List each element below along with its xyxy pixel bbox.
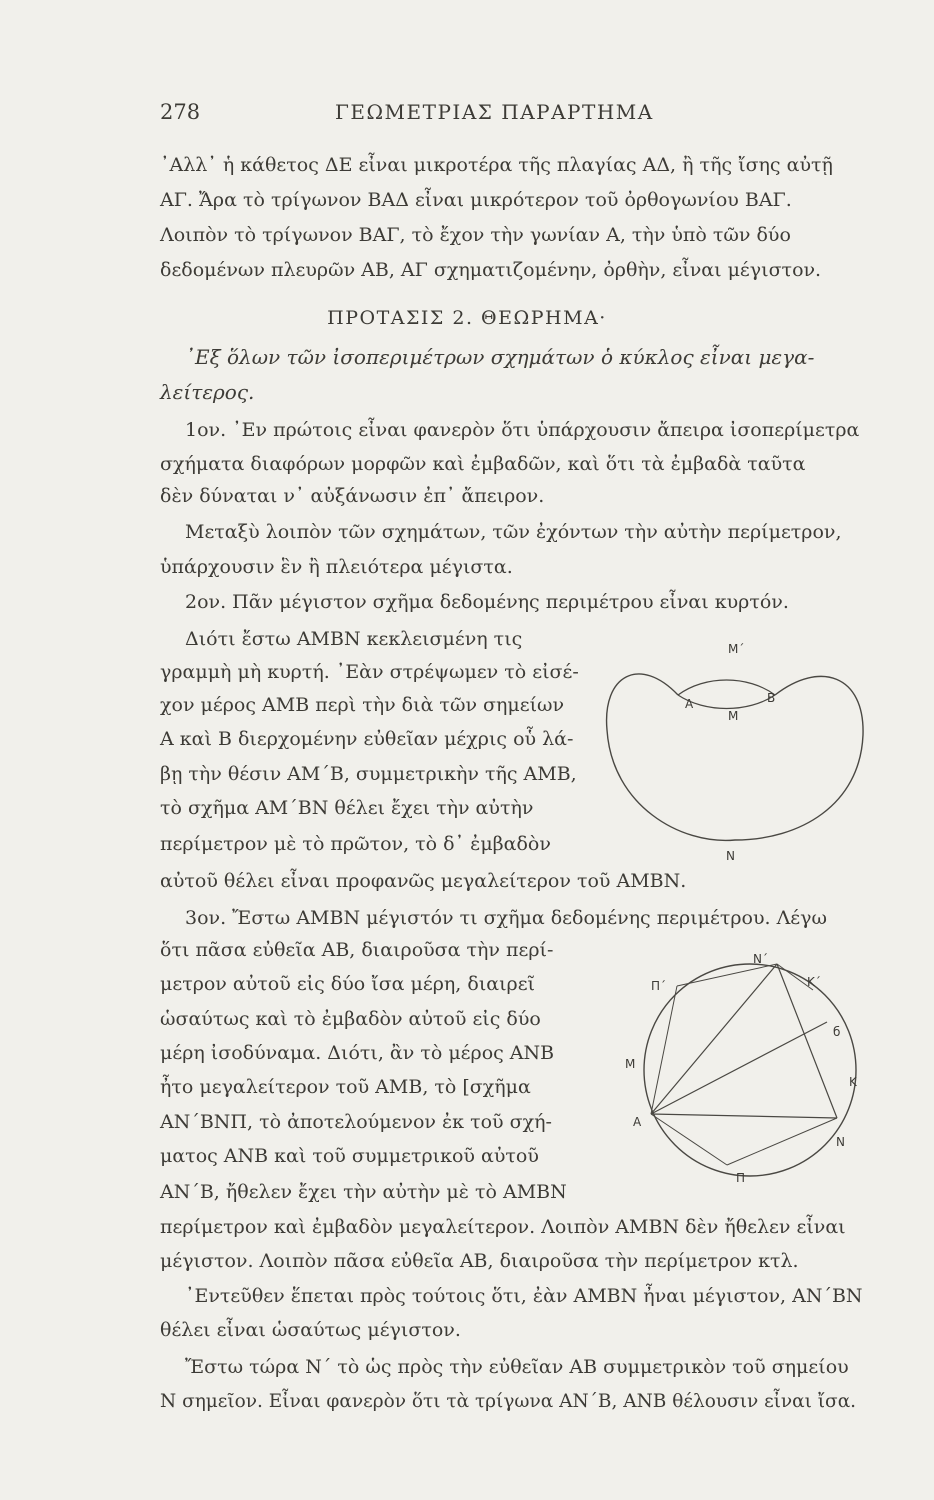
text-line: ματος ΑΝΒ καὶ τοῦ συμμετρικοῦ αὐτοῦ <box>160 1145 539 1167</box>
page-number: 278 <box>160 100 201 124</box>
text-line: τὸ σχῆμα ΑΜ΄ΒΝ θέλει ἔχει τὴν αὐτὴν <box>160 797 534 819</box>
text-line: ΑΝ΄Β, ἤθελεν ἔχει τὴν αὐτὴν μὲ τὸ ΑΜΒΝ <box>160 1181 567 1203</box>
text-line: ὑπάρχουσιν ἓν ἢ πλειότερα μέγιστα. <box>160 556 513 578</box>
label-n-prime: N΄ <box>753 952 768 966</box>
text-line: Ἔστω τώρα Ν΄ τὸ ὡς πρὸς τὴν εὐθεῖαν ΑΒ συμμετρικὸν τοῦ σημείου <box>185 1356 849 1378</box>
figure-circle-division <box>615 950 865 1190</box>
proposition-heading: ΠΡΟΤΑΣΙΣ 2. ΘΕΩΡΗΜΑ· <box>327 307 607 329</box>
text-line: αὐτοῦ θέλει εἶναι προφανῶς μεγαλείτερον τοῦ ΑΜΒΝ. <box>160 870 687 892</box>
label-n: N <box>726 849 735 863</box>
figure-non-convex-curve <box>600 635 870 865</box>
text-line: βῃ τὴν θέσιν ΑΜ΄Β, συμμετρικὴν τῆς ΑΜΒ, <box>160 763 577 785</box>
text-line: δὲν δύναται ν᾿ αὐξάνωσιν ἐπ᾿ ἄπειρον. <box>160 485 545 507</box>
running-head: ΓΕΩΜΕΤΡΙΑΣ ΠΑΡΑΡΤΗΜΑ <box>335 100 654 124</box>
text-line: μέρη ἰσοδύναμα. Διότι, ἂν τὸ μέρος ΑΝΒ <box>160 1042 555 1064</box>
label-b: б <box>833 1025 841 1039</box>
text-line: σχήματα διαφόρων μορφῶν καὶ ἐμβαδῶν, καὶ ὅτι τὰ ἐμβαδὰ ταῦτα <box>160 453 806 475</box>
label-k: K <box>849 1075 857 1089</box>
text-line: Λοιπὸν τὸ τρίγωνον ΒΑΓ, τὸ ἔχον τὴν γωνίαν Α, τὴν ὑπὸ τῶν δύο <box>160 224 791 246</box>
text-line: ΑΝ΄ΒΝΠ, τὸ ἀποτελούμενον ἐκ τοῦ σχή- <box>160 1111 552 1133</box>
theorem-statement: ᾿Εξ ὅλων τῶν ἰσοπεριμέτρων σχημάτων ὁ κύκλος εἶναι μεγα- <box>185 345 815 369</box>
label-a: A <box>633 1115 642 1129</box>
text-line: ᾿Αλλ᾿ ἡ κάθετος ΔΕ εἶναι μικροτέρα τῆς πλαγίας ΑΔ, ἢ τῆς ἴσης αὐτῇ <box>160 154 833 176</box>
text-line: θέλει εἶναι ὡσαύτως μέγιστον. <box>160 1319 461 1341</box>
label-a: A <box>685 697 694 711</box>
text-line: μετρον αὐτοῦ εἰς δύο ἴσα μέρη, διαιρεῖ <box>160 973 536 995</box>
text-line: Μεταξὺ λοιπὸν τῶν σχημάτων, τῶν ἐχόντων τὴν αὐτὴν περίμετρον, <box>185 521 842 543</box>
text-line: ἦτο μεγαλείτερον τοῦ ΑΜΒ, τὸ [σχῆμα <box>160 1076 531 1098</box>
text-line: ὅτι πᾶσα εὐθεῖα ΑΒ, διαιροῦσα τὴν περί- <box>160 939 554 961</box>
label-m: M <box>625 1057 636 1071</box>
label-b: B <box>767 691 776 705</box>
label-m-prime: M΄ <box>728 642 745 656</box>
text-line: ᾿Εντεῦθεν ἕπεται πρὸς τούτοις ὅτι, ἐὰν ΑΜΒΝ ἦναι μέγιστον, ΑΝ΄ΒΝ <box>185 1285 863 1307</box>
text-line: Α καὶ Β διερχομένην εὐθεῖαν μέχρις οὗ λά- <box>160 728 574 750</box>
label-p: П <box>736 1171 746 1185</box>
label-m: M <box>728 709 739 723</box>
text-line: περίμετρον καὶ ἐμβαδὸν μεγαλείτερον. Λοιπὸν ΑΜΒΝ δὲν ἤθελεν εἶναι <box>160 1216 846 1238</box>
text-line: δεδομένων πλευρῶν ΑΒ, ΑΓ σχηματιζομένην, ὀρθὴν, εἶναι μέγιστον. <box>160 259 822 281</box>
text-line: περίμετρον μὲ τὸ πρῶτον, τὸ δ᾿ ἐμβαδὸν <box>160 833 551 855</box>
theorem-statement: λείτερος. <box>160 380 255 404</box>
text-line: ΑΓ. Ἄρα τὸ τρίγωνον ΒΑΔ εἶναι μικρότερον τοῦ ὀρθογωνίου ΒΑΓ. <box>160 189 792 211</box>
text-line: 3ον. Ἔστω ΑΜΒΝ μέγιστόν τι σχῆμα δεδομένης περιμέτρου. Λέγω <box>185 907 827 929</box>
text-line: χον μέρος ΑΜΒ περὶ τὴν διὰ τῶν σημείων <box>160 694 565 716</box>
label-n: N <box>836 1135 845 1149</box>
text-line: 1ον. ᾿Εν πρώτοις εἶναι φανερὸν ὅτι ὑπάρχουσιν ἄπειρα ἰσοπερίμετρα <box>185 419 860 441</box>
text-line: Ν σημεῖον. Εἶναι φανερὸν ὅτι τὰ τρίγωνα ΑΝ΄Β, ΑΝΒ θέλουσιν εἶναι ἴσα. <box>160 1391 857 1412</box>
text-line: γραμμὴ μὴ κυρτή. ᾿Εὰν στρέψωμεν τὸ εἰσέ- <box>160 661 579 683</box>
text-line: μέγιστον. Λοιπὸν πᾶσα εὐθεῖα ΑΒ, διαιροῦσα τὴν περίμετρον κτλ. <box>160 1250 799 1272</box>
text-line: Διότι ἔστω ΑΜΒΝ κεκλεισμένη τις <box>185 628 523 650</box>
label-k-prime: K΄ <box>807 975 821 989</box>
text-line: 2ον. Πᾶν μέγιστον σχῆμα δεδομένης περιμέτρου εἶναι κυρτόν. <box>185 591 789 613</box>
label-p-prime: Π΄ <box>651 979 667 993</box>
text-line: ὡσαύτως καὶ τὸ ἐμβαδὸν αὐτοῦ εἰς δύο <box>160 1008 541 1030</box>
